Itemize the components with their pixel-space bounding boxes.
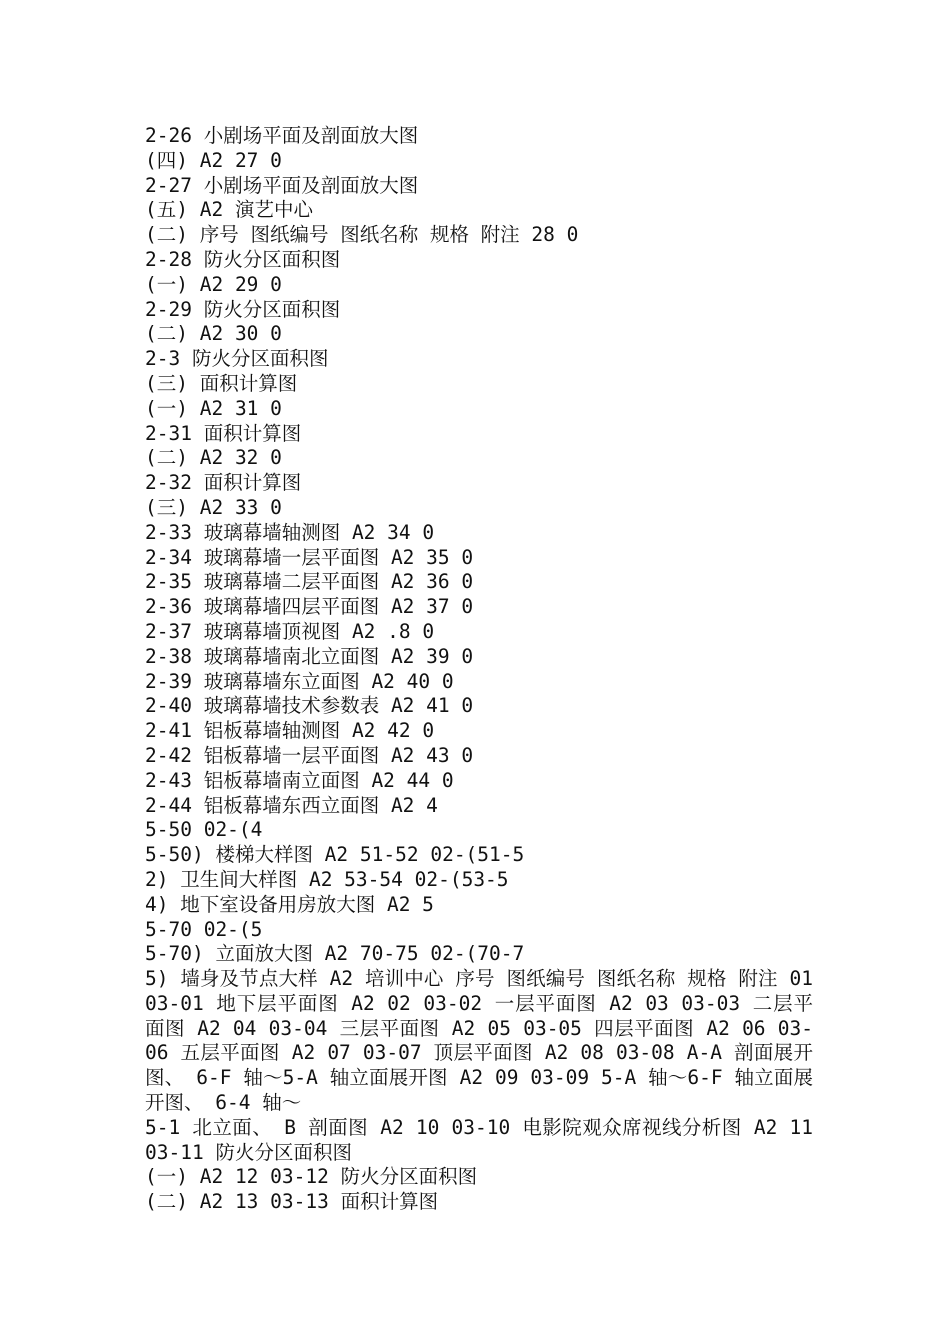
text-line: 2-31 面积计算图 [145, 421, 302, 445]
text-line: 2-44 铝板幕墙东西立面图 A2 4 [145, 793, 438, 817]
text-line: 2-43 铝板幕墙南立面图 A2 44 0 [145, 768, 454, 792]
text-line: (三) 面积计算图 [145, 371, 298, 395]
text-line: 2-41 铝板幕墙轴测图 A2 42 0 [145, 719, 435, 743]
text-line: (二) A2 13 03-13 面积计算图 [145, 1190, 439, 1214]
text-line: (五) A2 演艺中心 [145, 198, 313, 222]
text-line: 2-34 玻璃幕墙一层平面图 A2 35 0 [145, 545, 474, 569]
text-line: 2-33 玻璃幕墙轴测图 A2 34 0 [145, 520, 435, 544]
text-line: 2-38 玻璃幕墙南北立面图 A2 39 0 [145, 644, 474, 668]
text-paragraph: 5) 墙身及节点大样 A2 培训中心 序号 图纸编号 图纸名称 规格 附注 01 03-01 地下层平面图 A2 02 03-02 一层平面图 A2 03 03-03 二层平面图 A2 04 03-04 三层平面图 A2 05 03-05 四层平面图 A2 06 03-06 五层平面图 A2 07 03-07 顶层平面图 A2 08 03-08 A-A 剖面展开图、 6-F 轴～5-A 轴立面展开图 A2 09 03-09 5-A 轴～6-F 轴立面展开图、 6-4 轴～ [145, 967, 813, 1115]
text-line: 2-37 玻璃幕墙顶视图 A2 .8 0 [145, 619, 435, 643]
text-line: 5-50 02-(4 [145, 818, 263, 842]
text-line: 2-26 小剧场平面及剖面放大图 [145, 124, 419, 147]
text-line: (二) 序号 图纸编号 图纸名称 规格 附注 28 0 [145, 223, 579, 247]
text-line: 2-39 玻璃幕墙东立面图 A2 40 0 [145, 669, 454, 693]
text-line: (二) A2 32 0 [145, 446, 282, 470]
text-line: 2-29 防火分区面积图 [145, 297, 341, 321]
text-line: (一) A2 12 03-12 防火分区面积图 [145, 1165, 478, 1189]
text-line: 2) 卫生间大样图 A2 53-54 02-(53-5 [145, 867, 509, 891]
text-line: 5-70 02-(5 [145, 917, 263, 941]
text-line: 2-42 铝板幕墙一层平面图 A2 43 0 [145, 743, 474, 767]
text-line: 2-35 玻璃幕墙二层平面图 A2 36 0 [145, 570, 474, 594]
text-line: 2-40 玻璃幕墙技术参数表 A2 41 0 [145, 694, 474, 718]
text-line: 2-27 小剧场平面及剖面放大图 [145, 173, 419, 197]
text-line: 4) 地下室设备用房放大图 A2 5 [145, 892, 434, 916]
text-line: 5-70) 立面放大图 A2 70-75 02-(70-7 [145, 942, 525, 966]
text-line: 2-32 面积计算图 [145, 471, 302, 495]
text-line: 2-3 防火分区面积图 [145, 347, 329, 371]
text-line: (一) A2 29 0 [145, 272, 282, 296]
text-line: (三) A2 33 0 [145, 495, 282, 519]
document-page [145, 124, 813, 1215]
text-line: (四) A2 27 0 [145, 148, 282, 172]
text-line: (一) A2 31 0 [145, 396, 282, 420]
text-paragraph: 5-1 北立面、 B 剖面图 A2 10 03-10 电影院观众席视线分析图 A2 11 03-11 防火分区面积图 [145, 1115, 813, 1164]
text-line: (二) A2 30 0 [145, 322, 282, 346]
text-line: 2-36 玻璃幕墙四层平面图 A2 37 0 [145, 595, 474, 619]
text-line: 5-50) 楼梯大样图 A2 51-52 02-(51-5 [145, 843, 525, 867]
text-line: 2-28 防火分区面积图 [145, 247, 341, 271]
